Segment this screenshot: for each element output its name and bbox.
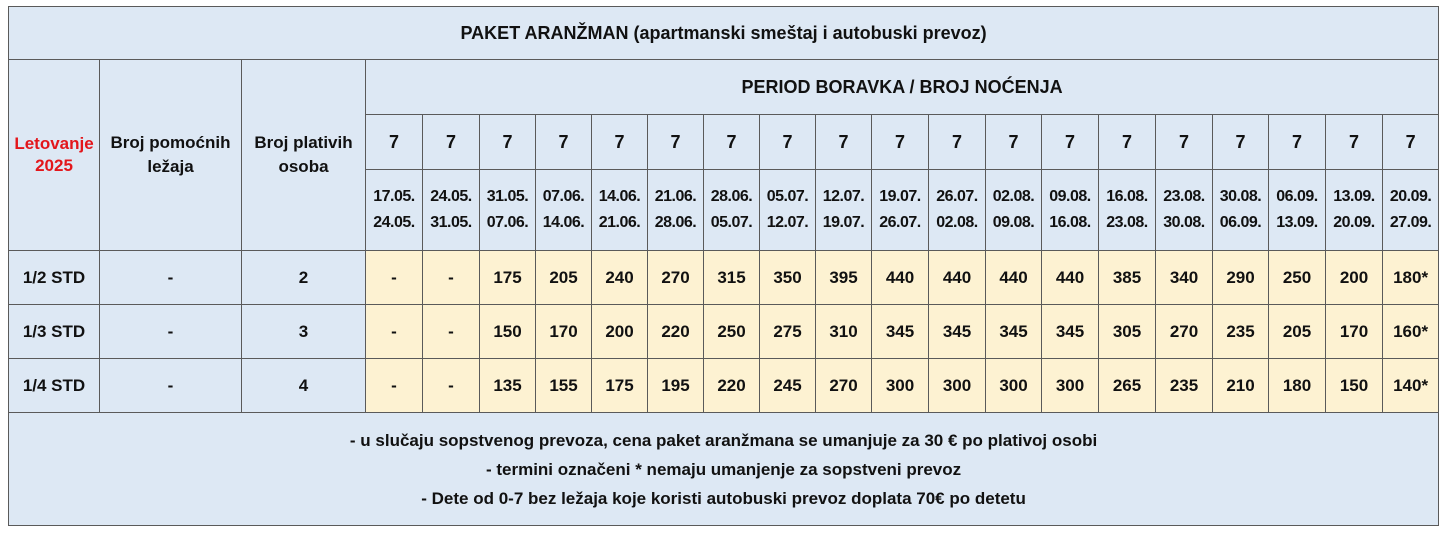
price-cell: 240 [592,251,648,305]
date-from: 14.06. [598,188,641,205]
date-range-cell [1156,170,1213,251]
date-from: 26.07. [936,188,978,205]
date-from: 23.08. [1163,188,1205,205]
nights-cell: 7 [1269,115,1326,170]
date-range-cell [1383,170,1439,251]
room-type-cell: 1/2 STD [9,251,100,305]
date-range-cell [423,170,480,251]
date-range-cell [592,170,648,251]
date-from: 24.05. [430,188,472,205]
price-cell: 200 [592,305,648,359]
date-from: 31.05. [486,188,529,205]
price-cell: 150 [480,305,536,359]
nights-cell: 7 [1156,115,1213,170]
note-line: - Dete od 0-7 bez ležaja koje koristi autobuski prevoz doplata 70€ po detetu [421,488,1026,508]
nights-cell: 7 [1213,115,1269,170]
date-range-cell [536,170,592,251]
price-cell: 200 [1326,251,1383,305]
price-cell: 175 [592,359,648,413]
date-to: 19.07. [822,214,865,231]
price-cell: 210 [1213,359,1269,413]
price-cell: 395 [816,251,872,305]
nights-cell: 7 [760,115,816,170]
price-cell: 150 [1326,359,1383,413]
price-cell: 300 [872,359,929,413]
nights-cell: 7 [929,115,986,170]
date-from: 07.06. [542,188,585,205]
date-to: 12.07. [766,214,809,231]
date-from: 21.06. [654,188,697,205]
price-cell: 235 [1213,305,1269,359]
date-to: 02.08. [936,214,978,231]
date-range-cell [1326,170,1383,251]
table-row [9,305,1439,359]
nights-cell: 7 [816,115,872,170]
aux-beds-header: Broj pomoćnih ležaja [100,60,242,251]
note-line: - u slučaju sopstvenog prevoza, cena paket aranžmana se umanjuje za 30 € po plativoj osobi [349,430,1098,450]
price-cell: 265 [1099,359,1156,413]
nights-cell: 7 [648,115,704,170]
price-cell: - [366,359,423,413]
date-range-cell [704,170,760,251]
price-cell: 300 [929,359,986,413]
nights-cell: 7 [480,115,536,170]
note-line: - termini označeni * nemaju umanjenje za sopstveni prevoz [485,459,962,479]
price-cell: 300 [1042,359,1099,413]
date-to: 16.08. [1049,214,1091,231]
period-header: PERIOD BORAVKA / BROJ NOĆENJA [366,60,1439,115]
nights-cell: 7 [872,115,929,170]
date-from: 13.09. [1333,188,1375,205]
date-range-cell [986,170,1042,251]
date-to: 06.09. [1219,214,1262,231]
price-cell: 170 [1326,305,1383,359]
nights-cell: 7 [592,115,648,170]
paying-persons-cell: 4 [242,359,366,413]
price-cell: 205 [1269,305,1326,359]
aux-beds-cell: - [100,251,242,305]
price-cell: 385 [1099,251,1156,305]
date-to: 07.06. [486,214,529,231]
paying-persons-cell: 2 [242,251,366,305]
nights-cell: 7 [536,115,592,170]
date-range-cell [760,170,816,251]
price-cell: - [423,305,480,359]
date-to: 05.07. [710,214,753,231]
date-range-cell [1213,170,1269,251]
price-cell: 205 [536,251,592,305]
date-from: 19.07. [879,188,921,205]
price-cell: 220 [648,305,704,359]
nights-cell: 7 [1099,115,1156,170]
price-cell: 315 [704,251,760,305]
price-cell: 180 [1269,359,1326,413]
date-to: 27.09. [1389,214,1432,231]
date-to: 30.08. [1163,214,1205,231]
price-cell: 290 [1213,251,1269,305]
price-cell: 235 [1156,359,1213,413]
table-row [9,359,1439,413]
price-cell: 340 [1156,251,1213,305]
date-range-cell [816,170,872,251]
price-cell: 155 [536,359,592,413]
date-to: 09.08. [992,214,1035,231]
price-cell: 135 [480,359,536,413]
price-cell: 220 [704,359,760,413]
date-from: 30.08. [1219,188,1262,205]
date-from: 02.08. [992,188,1035,205]
date-range-cell [872,170,929,251]
price-cell: 250 [1269,251,1326,305]
price-cell: 275 [760,305,816,359]
price-table-container [8,6,1439,526]
date-from: 09.08. [1049,188,1091,205]
season-label: Letovanje 2025 [9,60,100,251]
price-cell: 245 [760,359,816,413]
price-cell: 170 [536,305,592,359]
price-cell: 270 [816,359,872,413]
table-row [9,251,1439,305]
nights-cell: 7 [423,115,480,170]
price-cell: - [366,251,423,305]
price-cell: 440 [872,251,929,305]
nights-cell: 7 [1042,115,1099,170]
date-range-cell [929,170,986,251]
date-range-cell [480,170,536,251]
date-to: 28.06. [654,214,697,231]
nights-cell: 7 [986,115,1042,170]
date-from: 05.07. [766,188,809,205]
date-range-cell [1042,170,1099,251]
date-to: 24.05. [373,214,415,231]
price-cell: 305 [1099,305,1156,359]
date-to: 26.07. [879,214,921,231]
date-to: 20.09. [1333,214,1375,231]
table-title: PAKET ARANŽMAN (apartmanski smeštaj i autobuski prevoz) [9,7,1439,60]
price-cell: 310 [816,305,872,359]
price-cell: 440 [929,251,986,305]
notes-section [9,413,1439,526]
price-cell: 250 [704,305,760,359]
date-from: 20.09. [1389,188,1432,205]
date-to: 14.06. [542,214,585,231]
date-range-cell [366,170,423,251]
price-cell: 140* [1383,359,1439,413]
price-cell: 345 [1042,305,1099,359]
date-to: 31.05. [430,214,472,231]
aux-beds-cell: - [100,305,242,359]
date-to: 23.08. [1106,214,1148,231]
paying-persons-cell: 3 [242,305,366,359]
room-type-cell: 1/3 STD [9,305,100,359]
price-cell: 440 [1042,251,1099,305]
date-from: 12.07. [822,188,865,205]
date-from: 28.06. [710,188,753,205]
price-table [8,6,1439,526]
nights-cell: 7 [366,115,423,170]
date-range-cell [1099,170,1156,251]
price-cell: 160* [1383,305,1439,359]
aux-beds-cell: - [100,359,242,413]
price-cell: 350 [760,251,816,305]
price-cell: - [366,305,423,359]
nights-cell: 7 [1326,115,1383,170]
price-cell: 300 [986,359,1042,413]
date-to: 21.06. [598,214,641,231]
nights-cell: 7 [704,115,760,170]
room-type-cell: 1/4 STD [9,359,100,413]
date-from: 17.05. [373,188,415,205]
price-cell: - [423,251,480,305]
price-cell: 175 [480,251,536,305]
price-cell: 345 [929,305,986,359]
price-cell: 440 [986,251,1042,305]
paying-persons-header: Broj plativih osoba [242,60,366,251]
date-range-cell [1269,170,1326,251]
price-cell: - [423,359,480,413]
date-range-cell [648,170,704,251]
price-cell: 345 [872,305,929,359]
price-cell: 180* [1383,251,1439,305]
price-cell: 345 [986,305,1042,359]
date-from: 06.09. [1276,188,1318,205]
price-cell: 195 [648,359,704,413]
price-cell: 270 [648,251,704,305]
date-from: 16.08. [1106,188,1148,205]
nights-cell: 7 [1383,115,1439,170]
date-to: 13.09. [1276,214,1318,231]
price-cell: 270 [1156,305,1213,359]
